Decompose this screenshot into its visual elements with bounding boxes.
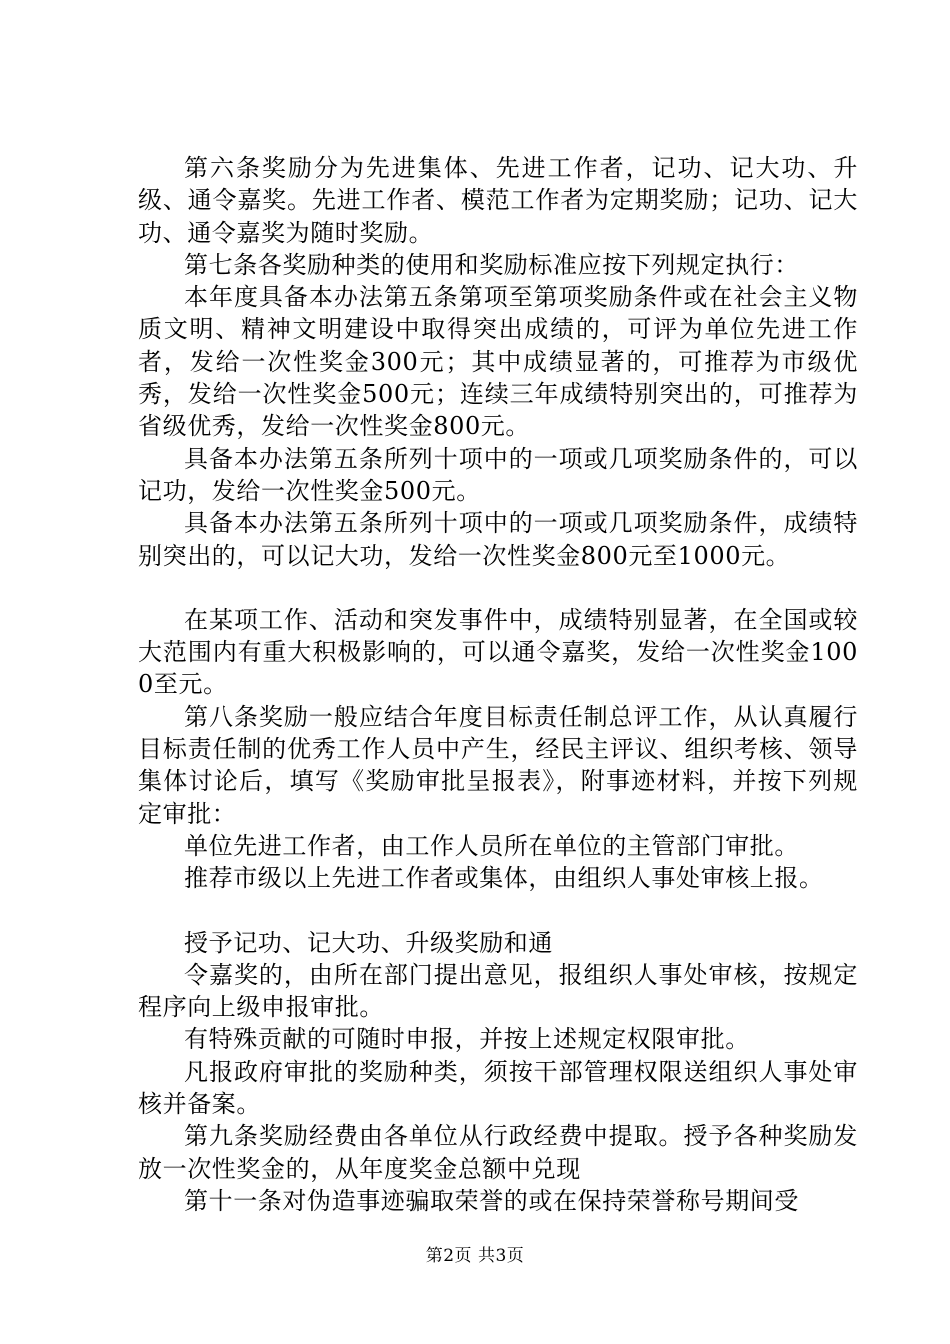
page-number-footer: 第2页 共3页 (425, 1246, 525, 1266)
paragraph-7: 第八条奖励一般应结合年度目标责任制总评工作，从认真履行目标责任制的优秀工作人员中产生，经民主评议、组织考核、领导集体讨论后，填写《奖励审批呈报表》，附事迹材料，并按下列规定审批： (138, 702, 858, 828)
paragraph-10: 授予记功、记大功、升级奖励和通 (184, 928, 553, 957)
paragraph-3: 本年度具备本办法第五条第项至第项奖励条件或在社会主义物质文明、精神文明建设中取得突出成绩的，可评为单位先进工作者，发给一次性奖金300元；其中成绩显著的，可推荐为市级优秀，发给一次性奖金500元；连续三年成绩特别突出的，可推荐为省级优秀，发给一次性奖金800元。 (138, 283, 858, 441)
paragraph-13: 凡报政府审批的奖励种类，须按干部管理权限送组织人事处审核并备案。 (138, 1057, 858, 1119)
paragraph-15: 第十一条对伪造事迹骗取荣誉的或在保持荣誉称号期间受 (184, 1186, 799, 1215)
paragraph-5: 具备本办法第五条所列十项中的一项或几项奖励条件，成绩特别突出的，可以记大功，发给一次性奖金800元至1000元。 (138, 509, 858, 570)
paragraph-8: 单位先进工作者，由工作人员所在单位的主管部门审批。 (184, 831, 799, 860)
paragraph-4: 具备本办法第五条所列十项中的一项或几项奖励条件的，可以记功，发给一次性奖金500元。 (138, 444, 858, 505)
paragraph-6: 在某项工作、活动和突发事件中，成绩特别显著，在全国或较大范围内有重大积极影响的，可以通令嘉奖，发给一次性奖金1000至元。 (138, 605, 858, 699)
paragraph-2: 第七条各奖励种类的使用和奖励标准应按下列规定执行： (184, 250, 799, 279)
paragraph-12: 有特殊贡献的可随时申报，并按上述规定权限审批。 (184, 1025, 750, 1054)
document-body (138, 152, 858, 1217)
paragraph-1: 第六条奖励分为先进集体、先进工作者，记功、记大功、升级、通令嘉奖。先进工作者、模范工作者为定期奖励；记功、记大功、通令嘉奖为随时奖励。 (138, 154, 858, 247)
paragraph-9: 推荐市级以上先进工作者或集体，由组织人事处审核上报。 (184, 864, 824, 893)
paragraph-11: 令嘉奖的，由所在部门提出意见，报组织人事处审核，按规定程序向上级申报审批。 (138, 960, 858, 1022)
paragraph-14: 第九条奖励经费由各单位从行政经费中提取。授予各种奖励发放一次性奖金的，从年度奖金总额中兑现 (138, 1122, 858, 1183)
